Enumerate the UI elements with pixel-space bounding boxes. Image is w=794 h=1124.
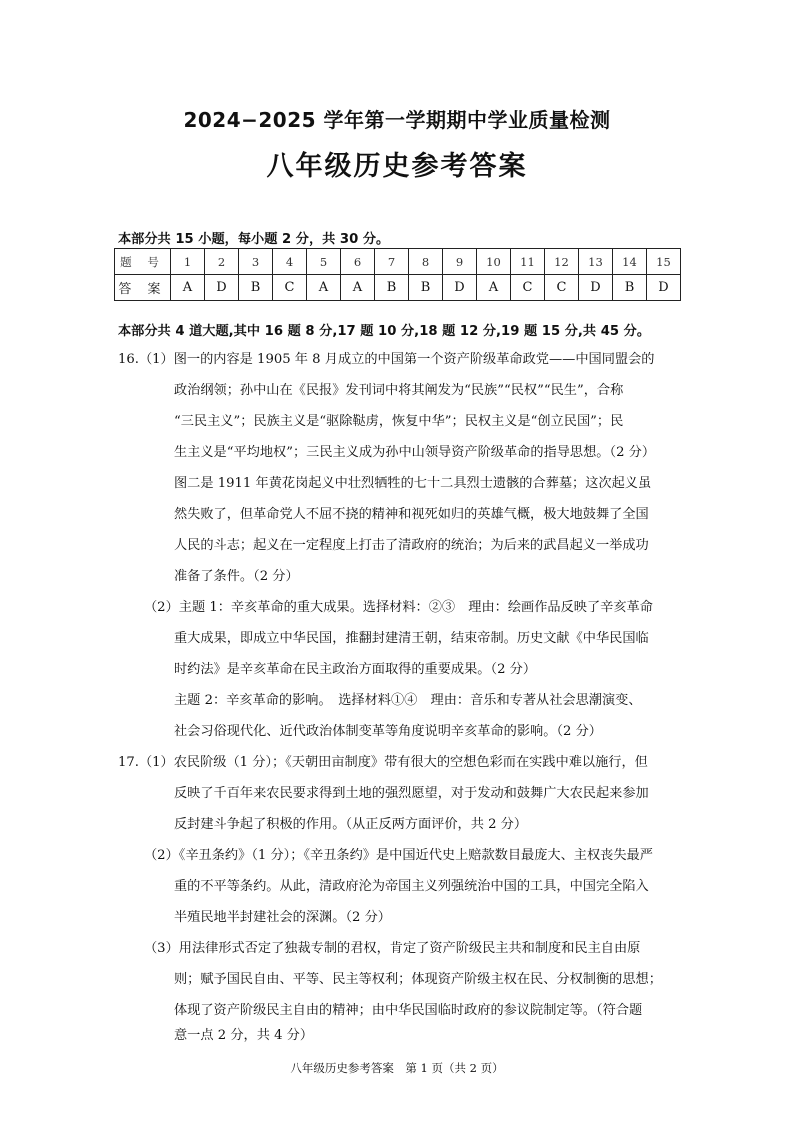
answer-line: 意一点 2 分，共 4 分） [174, 1028, 314, 1043]
answer-cell: C [273, 275, 307, 301]
answer-cell: A [477, 275, 511, 301]
question-number: 8 [409, 249, 443, 275]
answer-line: 则；赋予国民自由、平等、民主等权利；体现资产阶级主权在民、分权制衡的思想； [174, 972, 662, 987]
answer-line: 生主义是“平均地权”；三民主义成为孙中山领导资产阶级革命的指导思想。（2 分） [174, 445, 656, 460]
question-number: 6 [341, 249, 375, 275]
answer-line: 16.（1）图一的内容是 1905 年 8 月成立的中国第一个资产阶级革命政党——中国同盟会的 [118, 352, 655, 367]
answer-line: “三民主义”；民族主义是“驱除鞑虏，恢复中华”；民权主义是“创立民国”；民 [174, 414, 624, 429]
question-number: 2 [205, 249, 239, 275]
answer-line: 17.（1）农民阶级（1 分）；《天朝田亩制度》带有很大的空想色彩而在实践中难以施行，但 [118, 755, 648, 770]
section1-note: 本部分共 15 小题，每小题 2 分，共 30 分。 [118, 232, 390, 247]
answer-cell: C [511, 275, 545, 301]
answer-cell: A [307, 275, 341, 301]
answer-line: 反映了千百年来农民要求得到土地的强烈愿望，对于发动和鼓舞广大农民起来参加 [174, 786, 649, 801]
answer-line: 主题 2：辛亥革命的影响。 选择材料①④ 理由：音乐和专著从社会思潮演变、 [174, 693, 642, 708]
question-number: 15 [647, 249, 681, 275]
answer-line: 半殖民地半封建社会的深渊。（2 分） [174, 910, 391, 925]
answer-cell: A [171, 275, 205, 301]
answer-line: 政治纲领；孙中山在《民报》发刊词中将其阐发为“民族”“民权”“民生”，合称 [174, 383, 624, 398]
answer-cell: A [341, 275, 375, 301]
answer-line: 反封建斗争起了积极的作用。（从正反两方面评价，共 2 分） [174, 817, 528, 832]
answer-cell: D [205, 275, 239, 301]
answer-cell: B [409, 275, 443, 301]
page-footer: 八年级历史参考答案 第 1 页（共 2 页） [290, 1061, 504, 1075]
answer-line: 时约法》是辛亥革命在民主政治方面取得的重要成果。（2 分） [174, 662, 537, 677]
answer-line: （3）用法律形式否定了独裁专制的君权，肯定了资产阶级民主共和制度和民主自由原 [144, 941, 641, 956]
answer-line: 体现了资产阶级民主自由的精神；由中华民国临时政府的参议院制定等。（符合题 [174, 1003, 643, 1018]
answer-key-title: 八年级历史参考答案 [266, 151, 528, 182]
question-number: 10 [477, 249, 511, 275]
answer-table [114, 248, 681, 301]
row-label-answer: 答 案 [115, 275, 171, 301]
question-number: 3 [239, 249, 273, 275]
question-number: 11 [511, 249, 545, 275]
question-number-row [115, 249, 681, 275]
answer-line: 然失败了，但革命党人不屈不挠的精神和视死如归的英雄气概，极大地鼓舞了全国 [174, 507, 649, 522]
answer-cell: B [375, 275, 409, 301]
answer-cell: B [239, 275, 273, 301]
question-number: 4 [273, 249, 307, 275]
answer-line: （2）《辛丑条约》（1 分）；《辛丑条约》是中国近代史上赔款数目最庞大、主权丧失最严 [144, 848, 653, 863]
question-number: 12 [545, 249, 579, 275]
question-number: 13 [579, 249, 613, 275]
row-label-number: 题 号 [115, 249, 171, 275]
question-number: 1 [171, 249, 205, 275]
answer-line: 图二是 1911 年黄花岗起义中壮烈牺牲的七十二具烈士遗骸的合葬墓；这次起义虽 [174, 476, 652, 491]
exam-title: 2024−2025 学年第一学期期中学业质量检测 [183, 108, 611, 132]
answer-line: 重的不平等条约。从此，清政府沦为帝国主义列强统治中国的工具，中国完全陷入 [174, 879, 649, 894]
answer-line: 社会习俗现代化、近代政治体制变革等角度说明辛亥革命的影响。（2 分） [174, 724, 602, 739]
answer-cell: D [579, 275, 613, 301]
answer-line: 人民的斗志；起义在一定程度上打击了清政府的统治；为后来的武昌起义一举成功 [174, 538, 649, 553]
answer-row [115, 275, 681, 301]
answer-cell: D [443, 275, 477, 301]
answer-line: 准备了条件。（2 分） [174, 569, 299, 584]
answer-cell: B [613, 275, 647, 301]
answer-cell: D [647, 275, 681, 301]
answer-cell: C [545, 275, 579, 301]
question-number: 7 [375, 249, 409, 275]
answer-line: （2）主题 1：辛亥革命的重大成果。选择材料：②③ 理由：绘画作品反映了辛亥革命 [144, 600, 653, 615]
question-number: 9 [443, 249, 477, 275]
question-number: 5 [307, 249, 341, 275]
question-number: 14 [613, 249, 647, 275]
section2-note: 本部分共 4 道大题,其中 16 题 8 分,17 题 10 分,18 题 12 分,19 题 15 分,共 45 分。 [118, 324, 651, 339]
answer-line: 重大成果，即成立中华民国，推翻封建清王朝，结束帝制。历史文献《中华民国临 [174, 631, 649, 646]
